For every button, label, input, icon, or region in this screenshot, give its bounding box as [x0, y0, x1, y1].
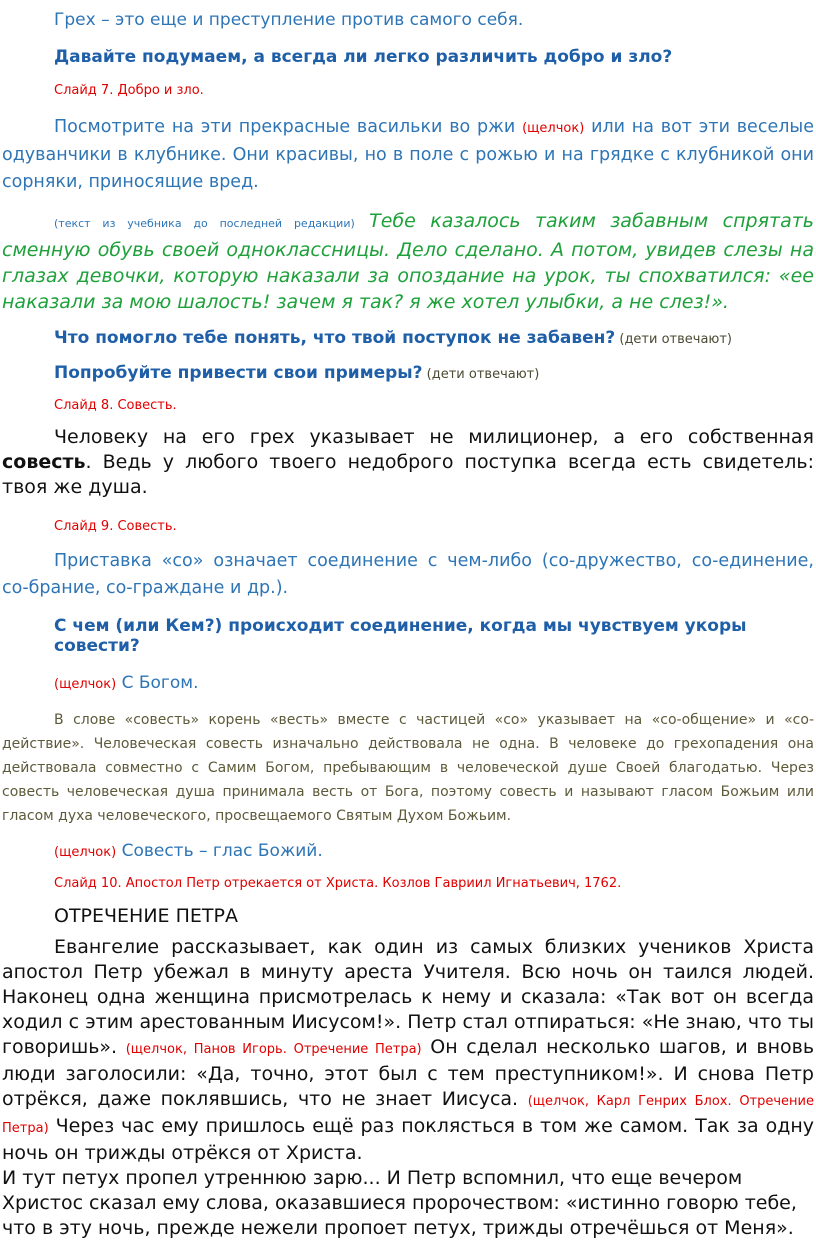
question-examples — [54, 363, 814, 383]
textbook-text: Тебе казалось таким забавным спрятать сменную обувь своей одноклассницы. Дело сделано. А потом, увидев слезы на глазах девочки, которую наказали за опоздание на урок, ты спохватился: «ее наказали за мою шалость! зачем я так? я же хотел улыбки, а не слез!». — [2, 210, 814, 313]
textbook-note: (текст из учебника до последней редакции) — [54, 217, 355, 230]
slide-7-label: Слайд 7. Добро и зло. — [54, 83, 204, 98]
cornflowers-text-b: или на вот эти веселые одуванчики в клубнике. Они красивы, но в поле с рожью и на грядке с клубникой они сорняки, приносящие вред. — [2, 117, 814, 192]
click-note: (щелчок) — [54, 845, 117, 860]
question-understanding-text: Что помогло тебе понять, что твой поступок не забавен? — [54, 328, 616, 348]
prefix-paragraph: Приставка «со» означает соединение с чем-либо (со-дружество, со-единение, со-брание, со-граждане и др.). — [2, 551, 814, 598]
click-note: (щелчок) — [54, 677, 117, 692]
question-good-evil: Давайте подумаем, а всегда ли легко различить добро и зло? — [54, 47, 673, 67]
click-note-panov: (щелчок, Панов Игорь. Отречение Петра) — [125, 1042, 422, 1057]
question-examples-text: Попробуйте привести свои примеры? — [54, 363, 423, 383]
slide-8-label: Слайд 8. Совесть. — [54, 398, 177, 413]
gospel-text-c: Через час ему пришлось ещё раз поклясться в том же самом. Так за одну ночь он трижды отрёкся от Христа. — [2, 1115, 814, 1164]
cornflowers-paragraph — [2, 114, 814, 196]
slide-9-label: Слайд 9. Совесть. — [54, 519, 177, 534]
gospel-text-a: Евангелие рассказывает, как один из самых близких учеников Христа апостол Петр убежал в минуту ареста Учителя. Всю ночь он таился людей. Наконец одна женщина присмотрелась к нему и сказала: «Так вот он всегда ходил с этим арестованным Иисусом!». Петр стал отпираться: «Не знаю, что ты говоришь». — [2, 936, 814, 1058]
textbook-excerpt — [2, 208, 814, 315]
section-title: ОТРЕЧЕНИЕ ПЕТРА — [54, 905, 238, 927]
voice-of-god — [54, 841, 814, 861]
conscience-explanation: В слове «совесть» корень «весть» вместе с частицей «со» указывает на «со-общение» и «со-действие». Человеческая совесть изначально действовала не одна. В человеке до грехопадения она действовала совместно с Самим Богом, пребывающим в человеческой душе Своей благодатью. Через совесть человеческая душа принимала весть от Бога, поэтому совесть и называют гласом Божьим или гласом духа человеческого, просвещаемого Святым Духом Божьим. — [2, 712, 814, 824]
cornflowers-text-a: Посмотрите на эти прекрасные васильки во ржи — [54, 117, 523, 137]
question-union: С чем (или Кем?) происходит соединение, когда мы чувствуем укоры совести? — [54, 616, 747, 656]
click-note: (щелчок) — [522, 121, 585, 136]
slide-10-label: Слайд 10. Апостол Петр отрекается от Христа. Козлов Гавриил Игнатьевич, 1762. — [54, 876, 622, 891]
answer-with-god — [54, 673, 814, 693]
conscience-bold-word: совесть — [2, 451, 86, 473]
question-understanding — [54, 328, 814, 348]
gospel-paragraph — [2, 935, 814, 1166]
intro-sentence: Грех – это еще и преступление против самого себя. — [54, 10, 524, 30]
children-answer-note: (дети отвечают) — [422, 367, 540, 382]
answer-with-god-text: С Богом. — [116, 673, 199, 693]
conscience-text-a: Человеку на его грех указывает не милиционер, а его собственная — [54, 426, 814, 448]
gospel-text-b: Он сделал несколько шагов, и вновь люди заголосили: «Да, точно, этот был с тем преступником!». И снова Петр отрёкся, даже поклявшись, что не знает Иисуса. — [2, 1036, 815, 1110]
conscience-paragraph — [2, 425, 814, 500]
conscience-text-b: . Ведь у любого твоего недоброго поступка всегда есть свидетель: твоя же душа. — [2, 451, 814, 498]
click-note-bloch: (щелчок, Карл Генрих Блох. Отречение Петра) — [2, 1094, 814, 1136]
rooster-paragraph: И тут петух пропел утреннюю зарю... И Петр вспомнил, что еще вечером Христос сказал ему слова, оказавшиеся пророчеством: «истинно говорю тебе, что в эту ночь, прежде нежели пропоет петух, трижды отречёшься от Меня». — [2, 1167, 797, 1239]
voice-of-god-text: Совесть – глас Божий. — [116, 841, 323, 861]
children-answer-note: (дети отвечают) — [615, 332, 732, 347]
